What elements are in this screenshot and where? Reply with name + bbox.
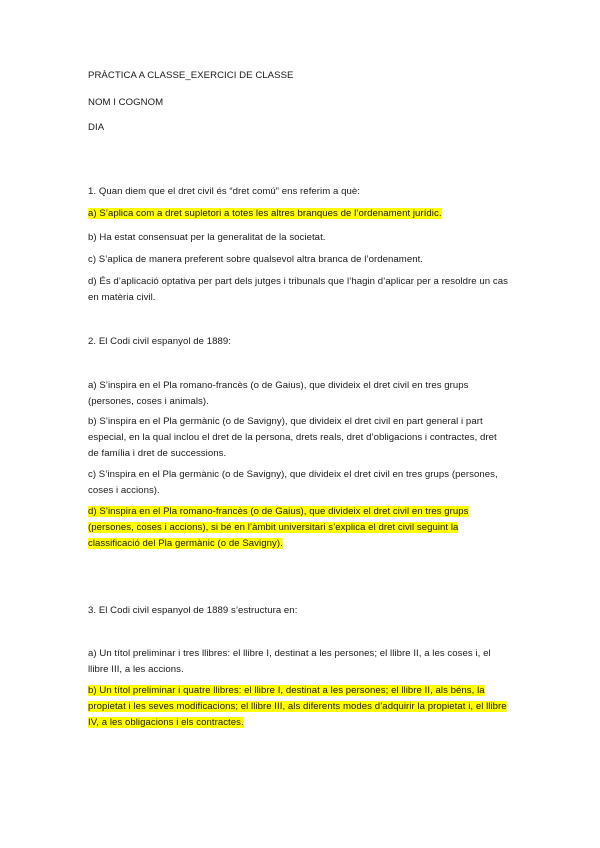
question-2: 2. El Codi civil espanyol de 1889:	[88, 336, 232, 347]
question-2-option-c: c) S’inspira en el Pla germànic (o de Savigny), que divideix el dret civil en tres grups (persones, coses i accions).	[88, 469, 498, 496]
question-2-option-a: a) S’inspira en el Pla romano-francès (o de Gaius), que divideix el dret civil en tres grups (persones, coses i animals).	[88, 380, 469, 407]
question-3-option-b	[88, 683, 508, 731]
document-title: PRÀCTICA A CLASSE_EXERCICI DE CLASSE	[88, 70, 294, 81]
question-1-option-d: d) És d’aplicació optativa per part dels jutges i tribunals que l’hagin d’aplicar per a resoldre un cas en matèria civil.	[88, 276, 508, 303]
highlighted-answer: a) S’aplica com a dret supletori a totes les altres branques de l’ordenament jurídic.	[88, 208, 442, 219]
question-2-option-d	[88, 504, 508, 552]
question-1-option-b: b) Ha estat consensuat per la generalitat de la societat.	[88, 232, 326, 243]
highlighted-answer: d) S’inspira en el Pla romano-francès (o de Gaius), que divideix el dret civil en tres grups (persones, coses i accions), si bé en l’àmbit universitari s’explica el dret civil seguint la classificació del Pla germànic (o de Savigny).	[88, 506, 469, 549]
question-1-option-a	[88, 206, 508, 222]
question-2-option-b: b) S’inspira en el Pla germànic (o de Savigny), que divideix el dret civil en part general i part especial, en la qual inclou el dret de la persona, drets reals, dret d’obligacions i contractes, dret de família i dret de successions.	[88, 416, 497, 459]
question-3-option-a: a) Un títol preliminar i tres llibres: el llibre I, destinat a les persones; el llibre II, a les coses i, el llibre III, a les accions.	[88, 648, 491, 675]
name-field-label: NOM I COGNOM	[88, 97, 164, 108]
question-1: 1. Quan diem que el dret civil és “dret comú” ens referim a què:	[88, 186, 360, 197]
highlighted-answer: b) Un títol preliminar i quatre llibres: el llibre I, destinat a les persones; el llibre II, als béns, la propietat i les seves modificacions; el llibre III, als diferents modes d’adquirir la propietat i, el llibre IV, a les obligacions i els contractes.	[88, 685, 507, 728]
question-3: 3. El Codi civil espanyol de 1889 s’estructura en:	[88, 605, 298, 616]
question-1-option-c: c) S’aplica de manera preferent sobre qualsevol altra branca de l’ordenament.	[88, 254, 424, 265]
date-field-label: DIA	[88, 122, 105, 133]
